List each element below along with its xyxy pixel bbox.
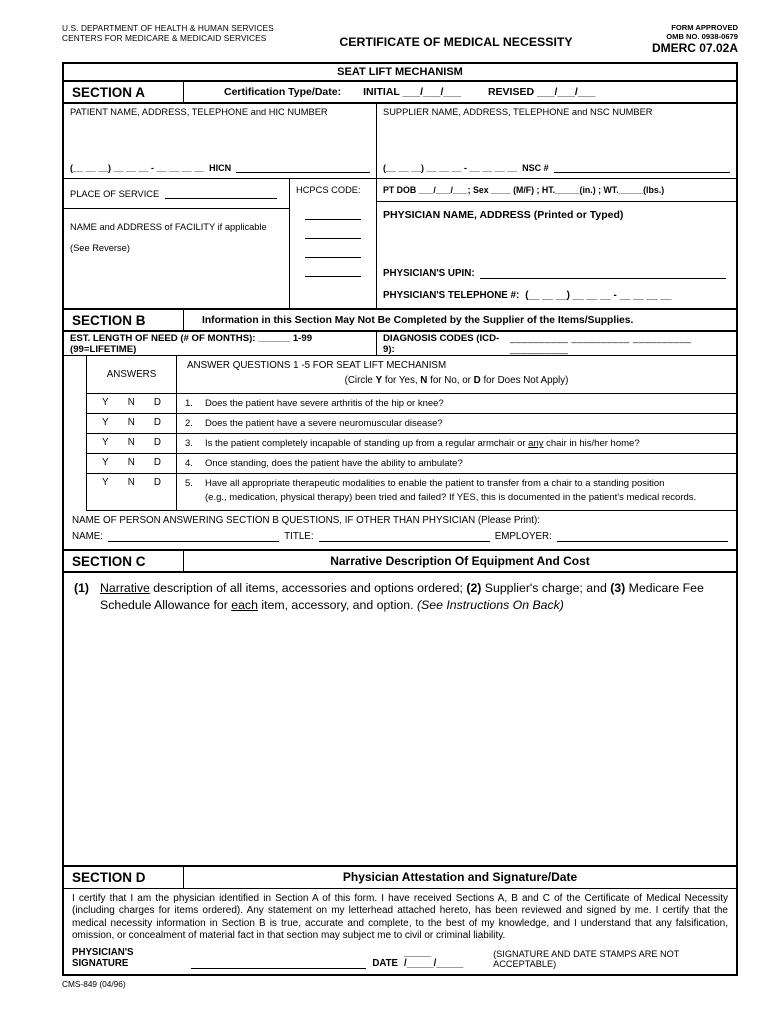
instruction-marker-2: (2) [466,581,482,595]
supplier-phone-line [383,163,730,173]
physician-block [377,179,736,308]
diagnosis-codes-field[interactable]: __________ __________ __________ __________ [510,332,692,355]
diagnosis-block [377,332,736,355]
question-text [205,477,730,510]
question-3 [177,434,736,453]
document-title: CERTIFICATE OF MEDICAL NECESSITY [339,35,573,49]
question-text-line1: Have all appropriate therapeutic modalities to enable the patient to transfer from a chair to a standing position [205,478,665,489]
supplier-phone-field[interactable]: (__ __ __) __ __ __ - __ __ __ __ [383,163,518,173]
upin-label: PHYSICIAN'S UPIN: [383,268,475,279]
agency-block [62,23,294,43]
answer-n[interactable]: N [127,437,135,448]
hicn-label: HICN [209,163,232,173]
section-a-label: SECTION A [64,82,184,102]
answer-n[interactable]: N [127,397,135,408]
section-b-heading-row [184,310,736,330]
answer-y[interactable]: Y [102,417,109,428]
hicn-field[interactable] [236,163,370,173]
stamp-note: (SIGNATURE AND DATE STAMPS ARE NOT ACCEPTABLE) [493,949,680,969]
service-facility-block [64,179,290,308]
section-c-body[interactable] [64,573,736,867]
upin-row [377,268,736,279]
patient-phone-line [70,163,370,173]
answer-d[interactable]: D [153,397,161,408]
instruction-underlined: Narrative [100,581,150,595]
question-row-2 [87,414,736,434]
name-label: NAME: [72,531,104,542]
other-person-row [64,511,736,551]
patient-phone-field[interactable]: (__ __ __) __ __ __ - __ __ __ __ [70,163,205,173]
attestation-text: I certify that I am the physician identified in Section A of this form. I have received Sections A, B and C of the Certificate of Medical Necessity (including charges for items ordered). Any statement on my letterhead attached hereto, has been reviewed and signed by me. I certify that the medical necessity information in Section B is true, accurate and complete, to the best of my knowledge, and I understand that any falsification, omission, or concealment of material fact in that section may subject me to civil or criminal liability. [72,892,728,942]
initial-date-field[interactable]: INITIAL ___/___/___ [363,86,461,98]
question-number: 3. [185,438,193,449]
date-label: DATE [372,958,399,969]
omb-number: OMB NO. 0938-0679 [666,32,738,41]
diagnosis-codes-label: DIAGNOSIS CODES (ICD-9): [383,332,500,355]
cmn-form [62,62,738,976]
nsc-field[interactable] [554,163,730,173]
circle-text: for Yes, [382,375,421,386]
section-b-label: SECTION B [64,310,184,330]
signature-row [64,945,736,974]
title-label: TITLE: [284,531,314,542]
instruction-part: description of all items, accessories and options ordered; [149,581,467,595]
answer-y[interactable]: Y [102,457,109,468]
see-instructions-note: (See Instructions On Back) [416,598,564,612]
circle-text: for No, or [427,375,474,386]
physician-name-heading: PHYSICIAN NAME, ADDRESS (Printed or Typed) [383,209,624,221]
section-d-header-row [64,867,736,889]
form-code: DMERC 07.02A [651,41,738,55]
instruction-part: item, accessory, and option. [257,598,417,612]
question-2 [177,414,736,433]
circle-text: (Circle [344,375,376,386]
hcpcs-field-3[interactable] [305,239,361,258]
answer-d[interactable]: D [153,477,161,488]
answer-choices-q2 [87,414,177,433]
patient-stats-field[interactable]: PT DOB ___/___/___; Sex ____ (M/F) ; HT._____(in.) ; WT._____(lbs.) [377,179,736,202]
physician-signature-field[interactable] [191,959,367,969]
certification-type-label: Certification Type/Date: [224,86,342,98]
answer-n[interactable]: N [127,477,135,488]
question-text [205,437,730,453]
other-person-fields [72,531,728,542]
questions-heading: ANSWER QUESTIONS 1 -5 FOR SEAT LIFT MECHANISM [187,360,447,371]
answer-d[interactable]: D [153,457,161,468]
question-number: 1. [185,398,193,409]
question-text: Does the patient have severe arthritis of the hip or knee? [205,398,444,409]
instruction-marker: (1) [74,581,90,595]
physician-telephone-field[interactable]: (__ __ __) __ __ __ - __ __ __ __ [525,290,672,301]
answers-header-row [87,356,736,394]
patient-supplier-row [64,104,736,179]
instruction-marker-3: (3) [610,581,626,595]
section-c-header-row [64,551,736,573]
facility-label: NAME and ADDRESS of FACILITY if applicable (See Reverse) [70,222,267,253]
physician-telephone-label: PHYSICIAN'S TELEPHONE #: [383,290,520,301]
section-a-cert-row [184,82,736,102]
other-person-heading: NAME OF PERSON ANSWERING SECTION B QUESTIONS, IF OTHER THAN PHYSICIAN (Please Print): [72,515,540,526]
answer-d[interactable]: D [153,417,161,428]
question-text-line2: (e.g., medication, physical therapy) been tried and failed? If YES, this is documented in the patient's medical records. [205,492,697,503]
section-d-label: SECTION D [64,867,184,888]
circle-choice-y: Y [375,375,383,386]
answer-choices-q1 [87,394,177,413]
question-number: 2. [185,418,193,429]
answer-n[interactable]: N [127,457,135,468]
physician-signature-label: PHYSICIAN'S SIGNATURE [72,947,134,969]
instruction-text [100,580,726,614]
patient-heading: PATIENT NAME, ADDRESS, TELEPHONE and HIC NUMBER [70,107,328,117]
question-text: Once standing, does the patient have the ability to ambulate? [205,458,463,469]
instruction-part: Supplier's charge; and [481,581,611,595]
page-header [62,23,738,53]
instruction-part: Medicare Fee Schedule Allowance for [100,581,704,612]
name-field[interactable] [108,533,279,542]
answer-y[interactable]: Y [102,477,109,488]
question-row-5 [87,474,736,511]
answer-choices-q5 [87,474,177,510]
hcpcs-field-4[interactable] [305,258,361,277]
question-row-4 [87,454,736,474]
answer-d[interactable]: D [153,437,161,448]
supplier-heading: SUPPLIER NAME, ADDRESS, TELEPHONE and NSC NUMBER [383,107,653,117]
question-text-part: chair in his/her home? [543,438,640,449]
question-text-underlined: any [528,438,544,449]
circle-choice-n: N [420,375,428,386]
form-banner: SEAT LIFT MECHANISM [64,64,736,82]
question-row-1 [87,394,736,414]
patient-block [64,104,377,178]
circle-choice-d: D [473,375,481,386]
circle-instruction [187,375,726,386]
section-b-header-row [64,310,736,332]
place-of-service-field[interactable] [165,189,277,199]
section-d-heading: Physician Attestation and Signature/Date [342,870,578,885]
question-row-3 [87,434,736,454]
place-of-service-label: PLACE OF SERVICE [70,188,160,199]
circle-text: for Does Not Apply) [480,375,569,386]
place-of-service-row [64,179,289,209]
form-approved-label: FORM APPROVED [671,23,738,32]
form-number-footer: CMS-849 (04/96) [62,979,126,989]
physician-telephone-row [377,290,736,301]
upin-field[interactable] [480,269,726,279]
question-5 [177,474,736,510]
answer-y[interactable]: Y [102,437,109,448]
est-diagnosis-row [64,332,736,356]
form-approval-block [618,23,738,53]
dept-line1: U.S. DEPARTMENT OF HEALTH & HUMAN SERVICES [62,23,274,33]
hcpcs-field-2[interactable] [305,220,361,239]
answers-column-heading: ANSWERS [87,356,177,393]
questions-header [177,356,736,393]
section-b-heading: Information in this Section May Not Be Completed by the Supplier of the Items/Supplies. [202,314,634,326]
service-physician-row [64,179,736,310]
question-text-part: Is the patient completely incapable of standing up from a regular armchair or [205,438,529,449]
section-c-heading: Narrative Description Of Equipment And Cost [330,554,590,568]
answer-choices-q4 [87,454,177,473]
hcpcs-field-1[interactable] [305,195,361,220]
employer-field[interactable] [557,533,728,542]
answer-n[interactable]: N [127,417,135,428]
est-length-field[interactable]: EST. LENGTH OF NEED (# OF MONTHS): ______ 1-99 (99=LIFETIME) [64,332,377,355]
answer-y[interactable]: Y [102,397,109,408]
title-field[interactable] [319,533,490,542]
instruction-underlined: each [231,598,258,612]
nsc-label: NSC # [522,163,549,173]
employer-label: EMPLOYER: [494,531,552,542]
question-number: 5. [185,478,193,489]
question-number: 4. [185,458,193,469]
hcpcs-block [290,179,377,308]
section-c-instructions [74,580,726,614]
answers-table [86,356,736,511]
answer-choices-q3 [87,434,177,453]
date-field[interactable]: _____ /_____/_____ [404,947,464,969]
dept-line2: CENTERS FOR MEDICARE & MEDICAID SERVICES [62,33,267,43]
question-1 [177,394,736,413]
hcpcs-code-label: HCPCS CODE: [296,185,361,195]
section-c-label: SECTION C [64,551,184,571]
question-text: Does the patient have a severe neuromuscular disease? [205,418,443,429]
section-a-header-row [64,82,736,104]
question-4 [177,454,736,473]
revised-date-field[interactable]: REVISED ___/___/___ [487,86,596,98]
supplier-block [377,104,736,178]
